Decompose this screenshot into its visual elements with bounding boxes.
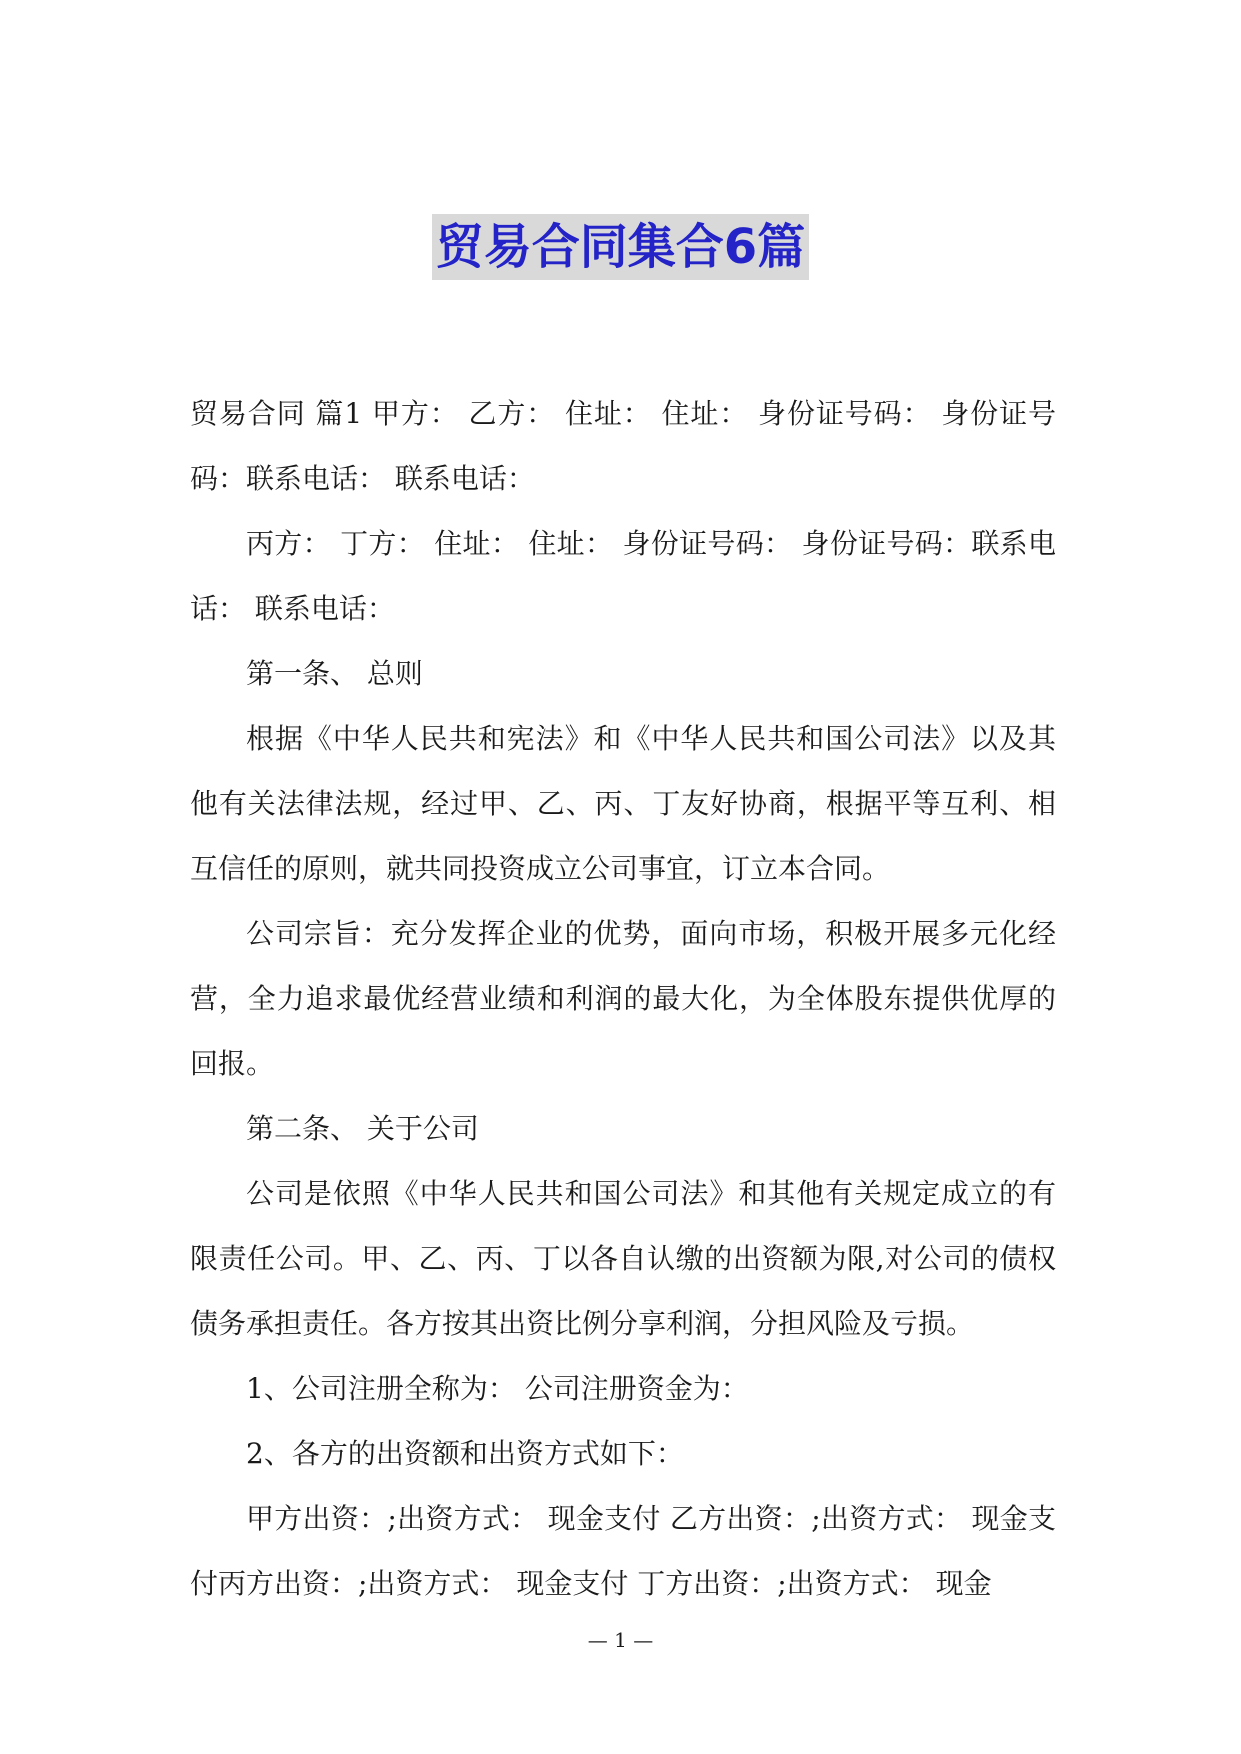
- document-title: 贸易合同集合6篇: [432, 214, 809, 280]
- paragraph-company-purpose: 公司宗旨：充分发挥企业的优势，面向市场，积极开展多元化经营，全力追求最优经营业绩和利润的最大化，为全体股东提供优厚的回报。: [190, 917, 1056, 1080]
- paragraph-contribution-details: 甲方出资：;出资方式： 现金支付 乙方出资：;出资方式： 现金支付丙方出资：;出资方式： 现金支付 丁方出资：;出资方式： 现金: [190, 1502, 1056, 1600]
- section-heading-company: 第二条、 关于公司: [246, 1112, 479, 1145]
- title-area: [0, 214, 1241, 280]
- page-number: — 1 —: [587, 1628, 654, 1652]
- paragraph-parties-ab: 贸易合同 篇1 甲方： 乙方： 住址： 住址： 身份证号码： 身份证号码：联系电话： 联系电话：: [190, 397, 1056, 495]
- paragraph-company-nature: 公司是依照《中华人民共和国公司法》和其他有关规定成立的有限责任公司。甲、乙、丙、丁以各自认缴的出资额为限,对公司的债权债务承担责任。各方按其出资比例分享利润，分担风险及亏损。: [190, 1177, 1056, 1340]
- list-item-contributions: 2、各方的出资额和出资方式如下：: [246, 1437, 684, 1470]
- list-item-registration: 1、公司注册全称为： 公司注册资金为：: [246, 1372, 749, 1405]
- section-heading-general: 第一条、 总则: [246, 657, 423, 690]
- paragraph-legal-basis: 根据《中华人民共和宪法》和《中华人民共和国公司法》以及其他有关法律法规，经过甲、乙、丙、丁友好协商，根据平等互利、相互信任的原则，就共同投资成立公司事宜，订立本合同。: [190, 722, 1056, 885]
- document-body: [190, 381, 1056, 1616]
- paragraph-parties-cd: 丙方： 丁方： 住址： 住址： 身份证号码： 身份证号码：联系电话： 联系电话：: [190, 527, 1056, 625]
